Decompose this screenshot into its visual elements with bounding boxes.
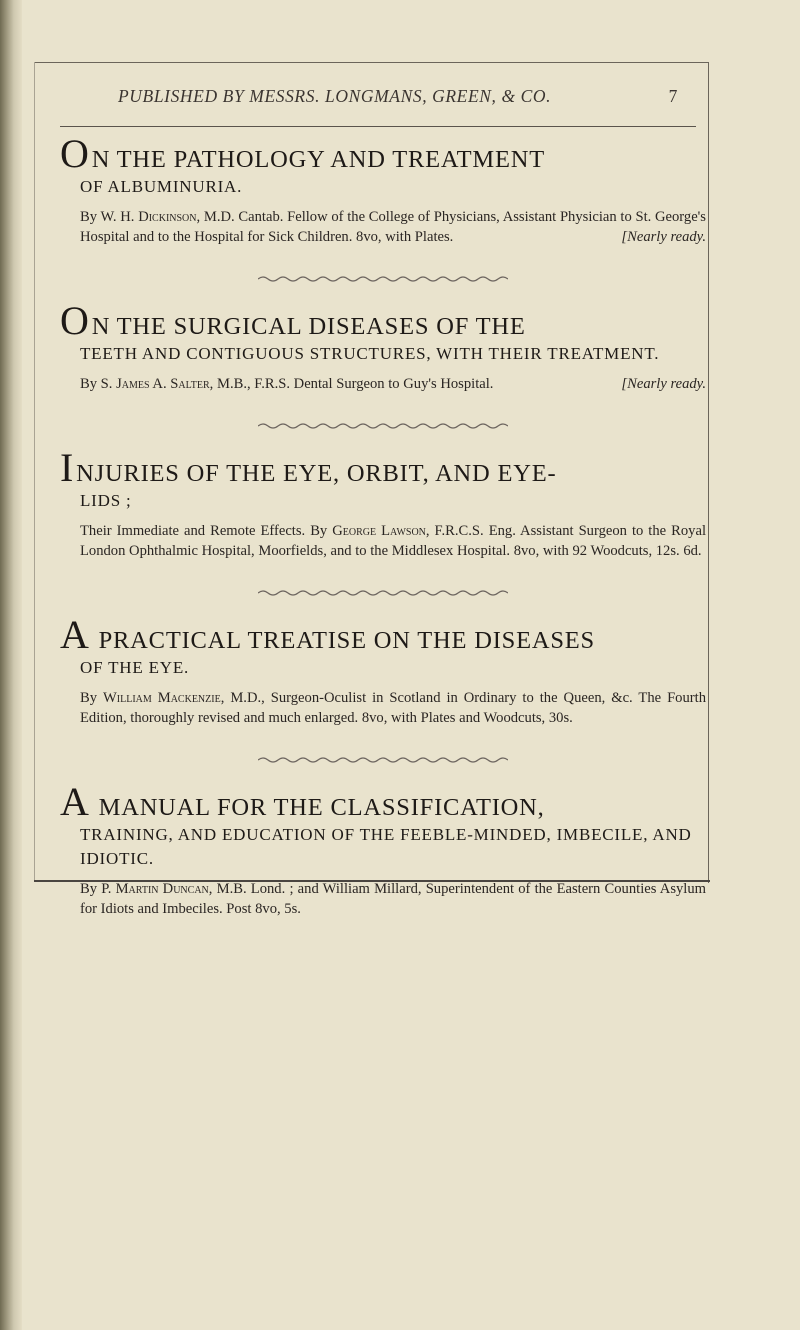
entry-description: By P. Martin Duncan, M.B. Lond. ; and William Millard, Superintendent of the Eastern Counties Asylum for Idiots and Imbeciles. Post 8vo, 5s.	[80, 881, 707, 917]
entry-author: James A. Salter	[116, 376, 210, 392]
catalogue-entry	[60, 612, 706, 728]
entry-initial: A	[60, 779, 90, 824]
wavy-ornament	[258, 756, 508, 764]
running-head	[118, 86, 678, 107]
entry-status: [Nearly ready.	[621, 229, 706, 245]
entry-author: Martin Duncan	[115, 881, 209, 897]
entry-subtitle: TRAINING, AND EDUCATION OF THE FEEBLE-MINDED, IMBECILE, AND IDIOTIC.	[80, 825, 692, 868]
entry-author: William Mackenzie	[103, 690, 221, 706]
entry-subtitle: TEETH AND CONTIGUOUS STRUCTURES, WITH THEIR TREATMENT.	[80, 344, 660, 363]
catalogue-entries	[60, 131, 707, 919]
entry-title: ON THE SURGICAL DISEASES OF THE	[60, 298, 526, 343]
entry-subtitle: LIDS ;	[80, 491, 132, 510]
entry-title: A PRACTICAL TREATISE ON THE DISEASES	[60, 612, 595, 657]
wavy-ornament	[258, 275, 508, 283]
book-binding-edge	[0, 0, 22, 1330]
entry-subtitle: OF ALBUMINURIA.	[80, 177, 243, 196]
catalogue-entry	[60, 445, 706, 561]
entry-initial: I	[60, 445, 75, 490]
catalogue-entry	[60, 779, 707, 919]
entry-initial: A	[60, 612, 90, 657]
entry-title: A MANUAL FOR THE CLASSIFICATION,	[60, 779, 545, 824]
wavy-ornament	[258, 589, 508, 597]
entry-author: George Lawson	[332, 523, 426, 539]
entry-status: [Nearly ready.	[621, 376, 706, 392]
entry-title: ON THE PATHOLOGY AND TREATMENT	[60, 131, 546, 176]
page-left-rule	[34, 62, 35, 882]
entry-description: By William Mackenzie, M.D., Surgeon-Oculist in Scotland in Ordinary to the Queen, &c. The Fourth Edition, thoroughly revised and much enlarged. 8vo, with Plates and Woodcuts, 30s.	[80, 690, 706, 726]
page-number: 7	[668, 86, 678, 106]
entry-subtitle: OF THE EYE.	[80, 658, 190, 677]
entry-initial: O	[60, 298, 90, 343]
entry-description: Their Immediate and Remote Effects. By George Lawson, F.R.C.S. Eng. Assistant Surgeon to the Royal London Ophthalmic Hospital, Moorfields, and to the Middlesex Hospital. 8vo, with 92 Woodcuts, 12s. 6d.	[80, 523, 706, 559]
header-rule	[60, 126, 696, 127]
running-head-text: PUBLISHED BY MESSRS. LONGMANS, GREEN, & CO.	[118, 86, 552, 106]
entry-description: By W. H. Dickinson, M.D. Cantab. Fellow of the College of Physicians, Assistant Physician to St. George's Hospital and to the Hospital for Sick Children. 8vo, with Plates. [Nearly ready.	[80, 209, 706, 245]
entry-author: Dickinson	[138, 209, 197, 225]
catalogue-entry	[60, 131, 706, 247]
entry-initial: O	[60, 131, 90, 176]
entry-description: By S. James A. Salter, M.B., F.R.S. Dental Surgeon to Guy's Hospital. [Nearly ready.	[80, 376, 706, 392]
wavy-ornament	[258, 422, 508, 430]
entry-title: INJURIES OF THE EYE, ORBIT, AND EYE-	[60, 445, 557, 490]
catalogue-entry	[60, 298, 706, 394]
